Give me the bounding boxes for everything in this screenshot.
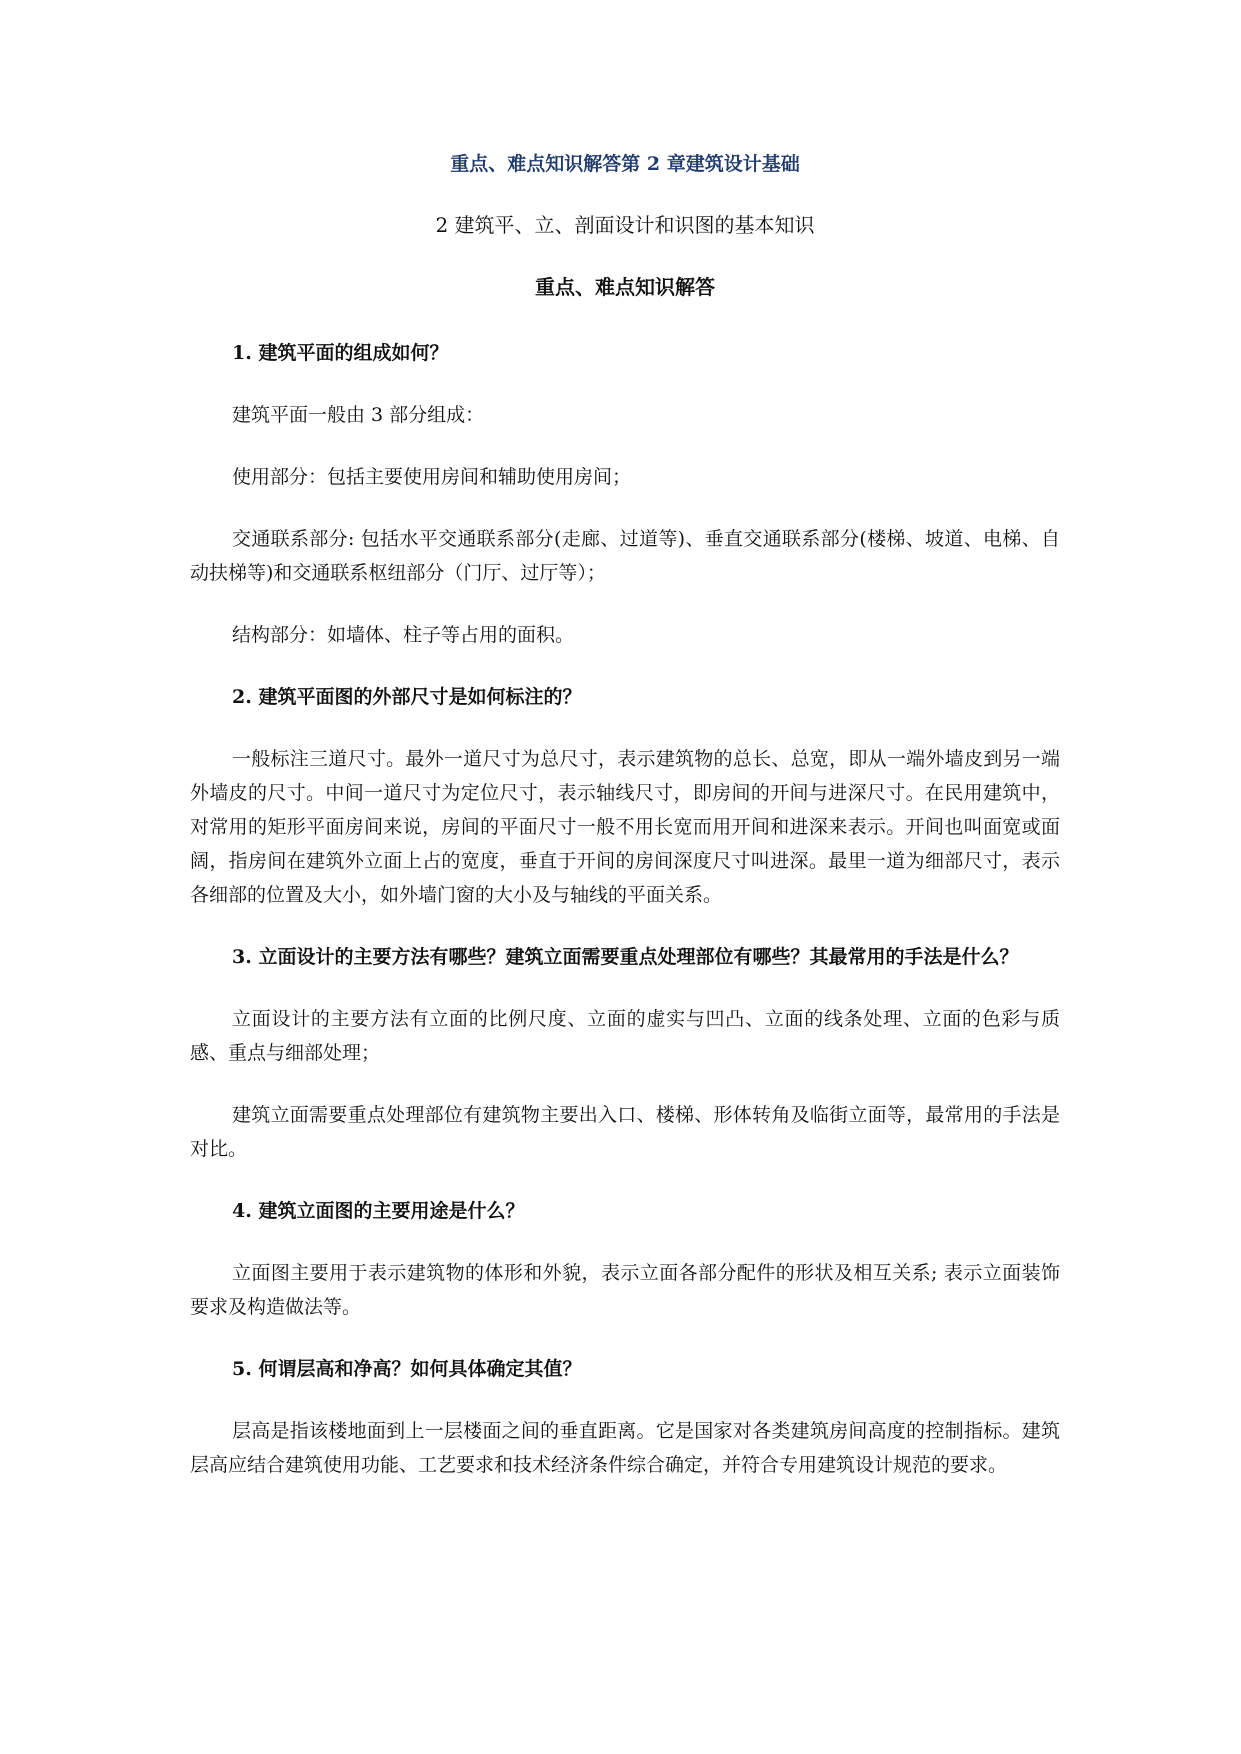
answer-paragraph: 结构部分：如墙体、柱子等占用的面积。 (232, 624, 575, 646)
question-4: 4. 建筑立面图的主要用途是什么？ (232, 1200, 525, 1222)
answer-paragraph: 使用部分：包括主要使用房间和辅助使用房间； (232, 466, 632, 488)
question-5: 5. 何谓层高和净高？如何具体确定其值？ (232, 1358, 582, 1380)
document-title: 重点、难点知识解答第 2 章建筑设计基础 (450, 153, 800, 175)
answer-paragraph: 立面设计的主要方法有立面的比例尺度、立面的虚实与凹凸、立面的线条处理、立面的色彩与质感、重点与细部处理； (190, 1008, 1060, 1064)
answer-paragraph: 层高是指该楼地面到上一层楼面之间的垂直距离。它是国家对各类建筑房间高度的控制指标。建筑层高应结合建筑使用功能、工艺要求和技术经济条件综合确定，并符合专用建筑设计规范的要求。 (190, 1420, 1060, 1476)
answer-paragraph: 一般标注三道尺寸。最外一道尺寸为总尺寸，表示建筑物的总长、总宽，即从一端外墙皮到另一端外墙皮的尺寸。中间一道尺寸为定位尺寸，表示轴线尺寸，即房间的开间与进深尺寸。在民用建筑中，对常用的矩形平面房间来说，房间的平面尺寸一般不用长宽而用开间和进深来表示。开间也叫面宽或面阔，指房间在建筑外立面上占的宽度，垂直于开间的房间深度尺寸叫进深。最里一道为细部尺寸，表示各细部的位置及大小，如外墙门窗的大小及与轴线的平面关系。 (190, 748, 1060, 906)
answer-paragraph: 建筑平面一般由 3 部分组成： (232, 404, 485, 426)
question-1: 1. 建筑平面的组成如何？ (232, 342, 449, 364)
document-subtitle: 2 建筑平、立、剖面设计和识图的基本知识 (435, 213, 815, 237)
answer-paragraph: 建筑立面需要重点处理部位有建筑物主要出入口、楼梯、形体转角及临街立面等，最常用的手法是对比。 (190, 1104, 1060, 1160)
question-3: 3. 立面设计的主要方法有哪些？建筑立面需要重点处理部位有哪些？其最常用的手法是什么？ (232, 946, 1019, 968)
answer-paragraph: 立面图主要用于表示建筑物的体形和外貌，表示立面各部分配件的形状及相互关系; 表示立面装饰要求及构造做法等。 (190, 1262, 1060, 1318)
section-heading: 重点、难点知识解答 (535, 275, 715, 299)
answer-paragraph: 交通联系部分: 包括水平交通联系部分(走廊、过道等)、垂直交通联系部分(楼梯、坡道、电梯、自动扶梯等)和交通联系枢纽部分（门厅、过厅等）； (190, 528, 1060, 584)
document-page (190, 150, 1060, 1510)
question-2: 2. 建筑平面图的外部尺寸是如何标注的？ (232, 686, 582, 708)
